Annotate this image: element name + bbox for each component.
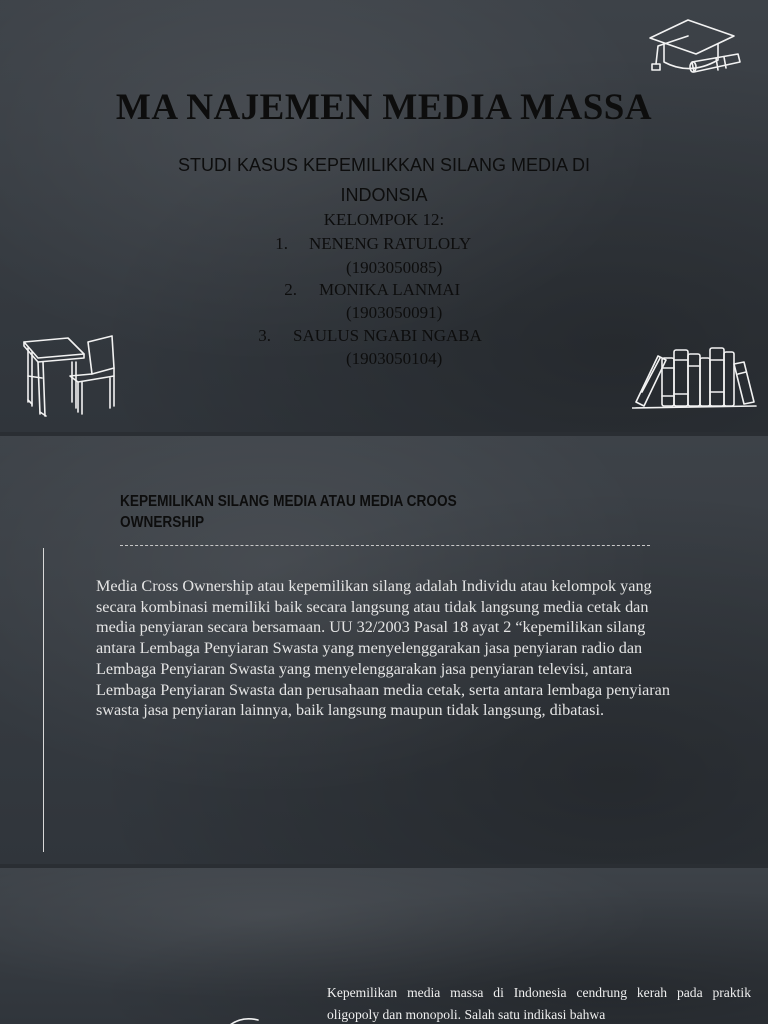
presentation-subtitle: STUDI KASUS KEPEMILIKKAN SILANG MEDIA DI INDONSIA [177, 155, 591, 205]
member-name: NENENG RATULOLY [309, 234, 472, 253]
section-heading: KEPEMILIKAN SILANG MEDIA ATAU MEDIA CROOS OWNERSHIP [120, 493, 457, 531]
presentation-title: MA NAJEMEN MEDIA MASSA [115, 87, 653, 128]
slide-definition [0, 436, 768, 864]
graduation-cap-icon [646, 14, 746, 86]
member-name: MONIKA LANMAI [319, 280, 461, 299]
slide-oligopoly [0, 868, 768, 1024]
member-nim: (1903050085) [346, 258, 443, 277]
books-icon [632, 344, 758, 412]
oligopoly-paragraph: Kepemilikan media massa di Indonesia cendrung kerah pada praktik oligopoly dan monopoli. Salah satu indikasi bahwa [327, 985, 751, 1022]
definition-paragraph: Media Cross Ownership atau kepemilikan silang adalah Individu atau kelompok yang secara kombinasi memiliki baik secara langsung atau tidak langsung media cetak dan media penyiaran secara bersamaan. UU 32/2003 Pasal 18 ayat 2 “kepemilikan silang antara Lembaga Penyiaran Swasta yang menyelenggarakan jasa penyiaran radio dan Lembaga Penyiaran Swasta yang menyelenggarakan jasa penyiaran televisi, antara Lembaga Penyiaran Swasta dan perusahaan media cetak, serta antara lembaga penyiaran swasta jasa penyiaran lainnya, baik langsung maupun tidak langsung, dibatasi. [96, 577, 670, 720]
vertical-divider [43, 548, 44, 852]
heading-divider [120, 545, 650, 546]
member-number: 3. [258, 326, 271, 345]
member-number: 1. [275, 234, 288, 253]
group-label: KELOMPOK 12: [323, 210, 445, 229]
slide-title [0, 0, 768, 432]
member-nim: (1903050091) [346, 303, 443, 322]
school-desk-icon [22, 332, 120, 420]
member-number: 2. [284, 280, 297, 299]
member-name: SAULUS NGABI NGABA [293, 326, 482, 345]
member-nim: (1903050104) [346, 349, 443, 368]
chalk-doodle-icon [228, 1016, 268, 1024]
